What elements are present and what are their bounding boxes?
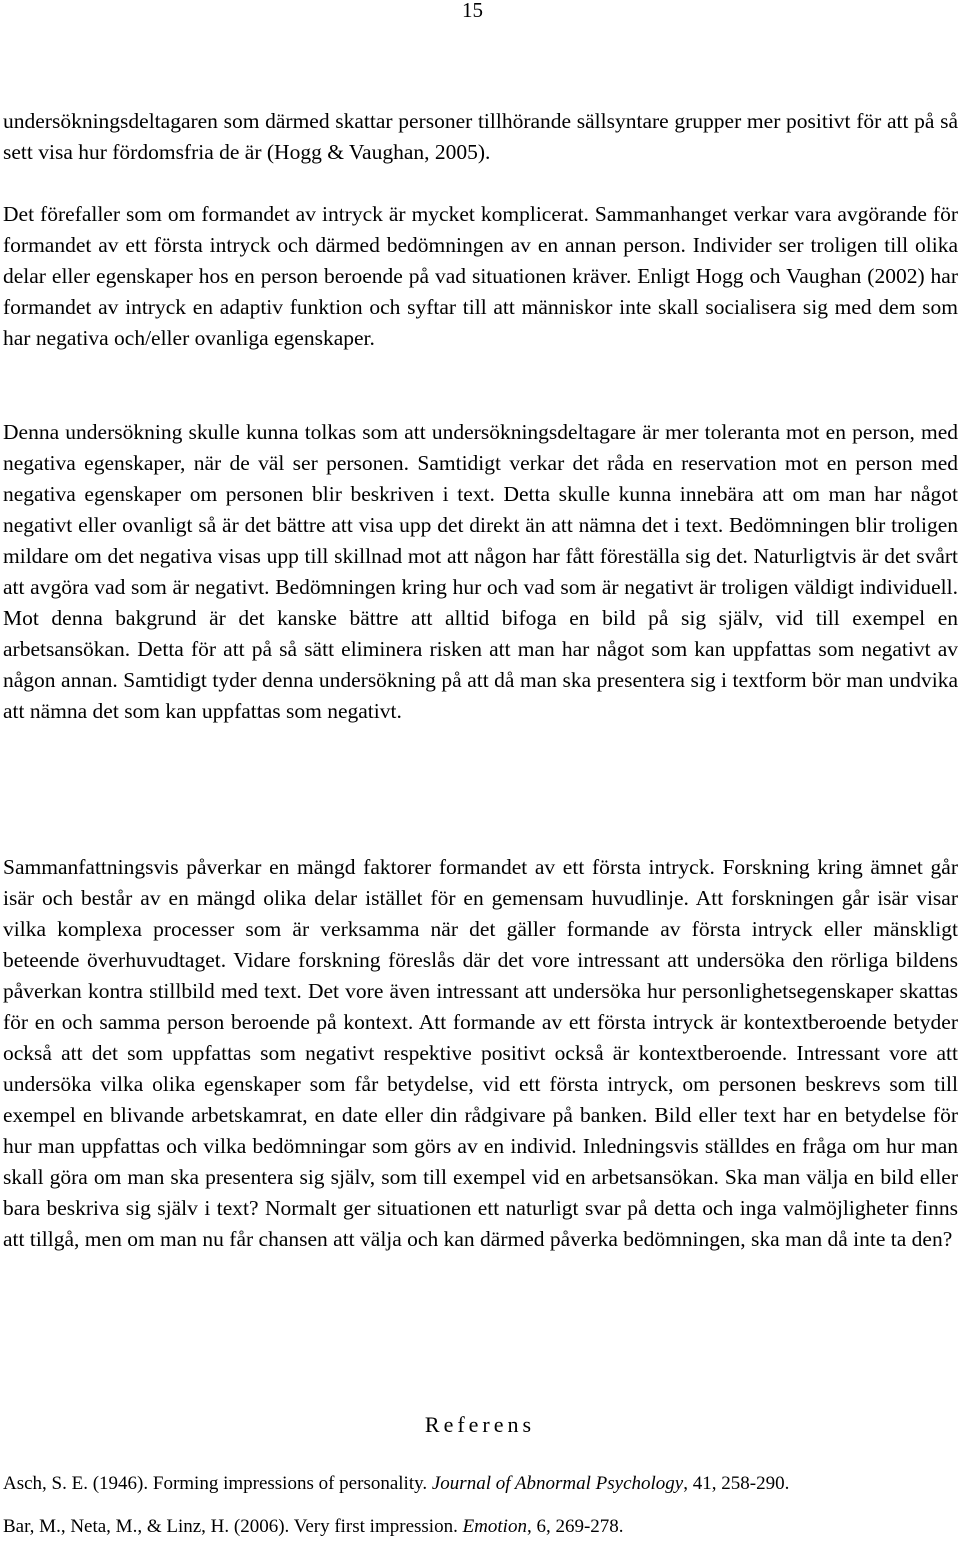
reference-entry [3,1515,958,1539]
reference-text: Asch, S. E. (1946). Forming impressions of personality. [3,1473,432,1494]
reference-text: Bar, M., Neta, M., & Linz, H. (2006). Very first impression. [3,1516,463,1537]
reference-entry [3,1472,958,1496]
paragraph-4: Sammanfattningsvis påverkar en mängd faktorer formandet av ett första intryck. Forskning kring ämnet går isär och består av en mängd olika delar istället för en gemensam huvudlinje. Att forskningen går isär visar vilka komplexa processer som är verksamma när det gäller formande av första intryck eller mänskligt beteende överhuvudtaget. Vidare forskning föreslås där det vore intressant att undersöka den rörliga bildens påverkan kontra stillbild med text. Det vore även intressant att undersöka hur personlighetsegenskaper skattas för en och samma person beroende på kontext. Att formande av ett första intryck är kontextberoende betyder också att det som uppfattas som negativt respektive positivt också är kontextberoende. Intressant vore att undersöka vilka olika egenskaper som får betydelse, vid ett första intryck, om personen beskrevs som till exempel en blivande arbetskamrat, en date eller din rådgivare på banken. Bild eller text har en betydelse för hur man uppfattas och vilka bedömningar som görs av en individ. Inledningsvis ställdes en fråga om hur man skall göra om man ska presentera sig själv, som till exempel vid en arbetsansökan. Ska man välja en bild eller bara beskriva sig själv i text? Normalt ger situationen ett naturligt svar på detta och inga valmöjligheter finns att tillgå, men om man nu får chansen att välja och kan därmed påverka bedömningen, ska man då inte ta den? [3,855,958,1251]
reference-volume-pages: , 41, 258-290. [683,1473,790,1494]
paragraph-2: Det förefaller som om formandet av intryck är mycket komplicerat. Sammanhanget verkar vara avgörande för formandet av ett första intryck och därmed bedömningen av en annan person. Individer ser troligen till olika delar eller egenskaper hos en person beroende på vad situationen kräver. Enligt Hogg och Vaughan (2002) har formandet av intryck en adaptiv funktion och syftar till att människor inte skall socialisera sig med dem som har negativa och/eller ovanliga egenskaper. [3,202,958,350]
reference-journal: Journal of Abnormal Psychology [431,1473,684,1494]
paragraph-3: Denna undersökning skulle kunna tolkas som att undersökningsdeltagare är mer toleranta mot en person, med negativa egenskaper, när de väl ser personen. Samtidigt verkar det råda en reservation mot en person med negativa egenskaper om personen blir beskriven i text. Detta skulle kunna innebära att om man har något negativt eller ovanligt så är det bättre att visa upp det direkt än att nämna det i text. Bedömningen blir troligen mildare om det negativa visas upp till skillnad mot att någon har fått föreställa sig det. Naturligtvis är det svårt att avgöra vad som är negativt. Bedömningen kring hur och vad som är negativt är troligen väldigt individuell. Mot denna bakgrund är det kanske bättre att alltid bifoga en bild på sig själv, vid till exempel en arbetsansökan. Detta för att på så sätt eliminera risken att man har något som kan uppfattas som negativt av någon annan. Samtidigt tyder denna undersökning på att då man ska presentera sig i textform bör man undvika att nämna det som kan uppfattas som negativt. [3,420,958,723]
page-number: 15 [462,0,483,22]
paragraph-1: undersökningsdeltagaren som därmed skattar personer tillhörande sällsyntare grupper mer positivt för att på så sett visa hur fördomsfria de är (Hogg & Vaughan, 2005). [3,109,958,164]
reference-volume-pages: , 6, 269-278. [526,1516,624,1537]
reference-journal: Emotion [462,1516,527,1537]
references-heading: Referens [424,1412,536,1437]
